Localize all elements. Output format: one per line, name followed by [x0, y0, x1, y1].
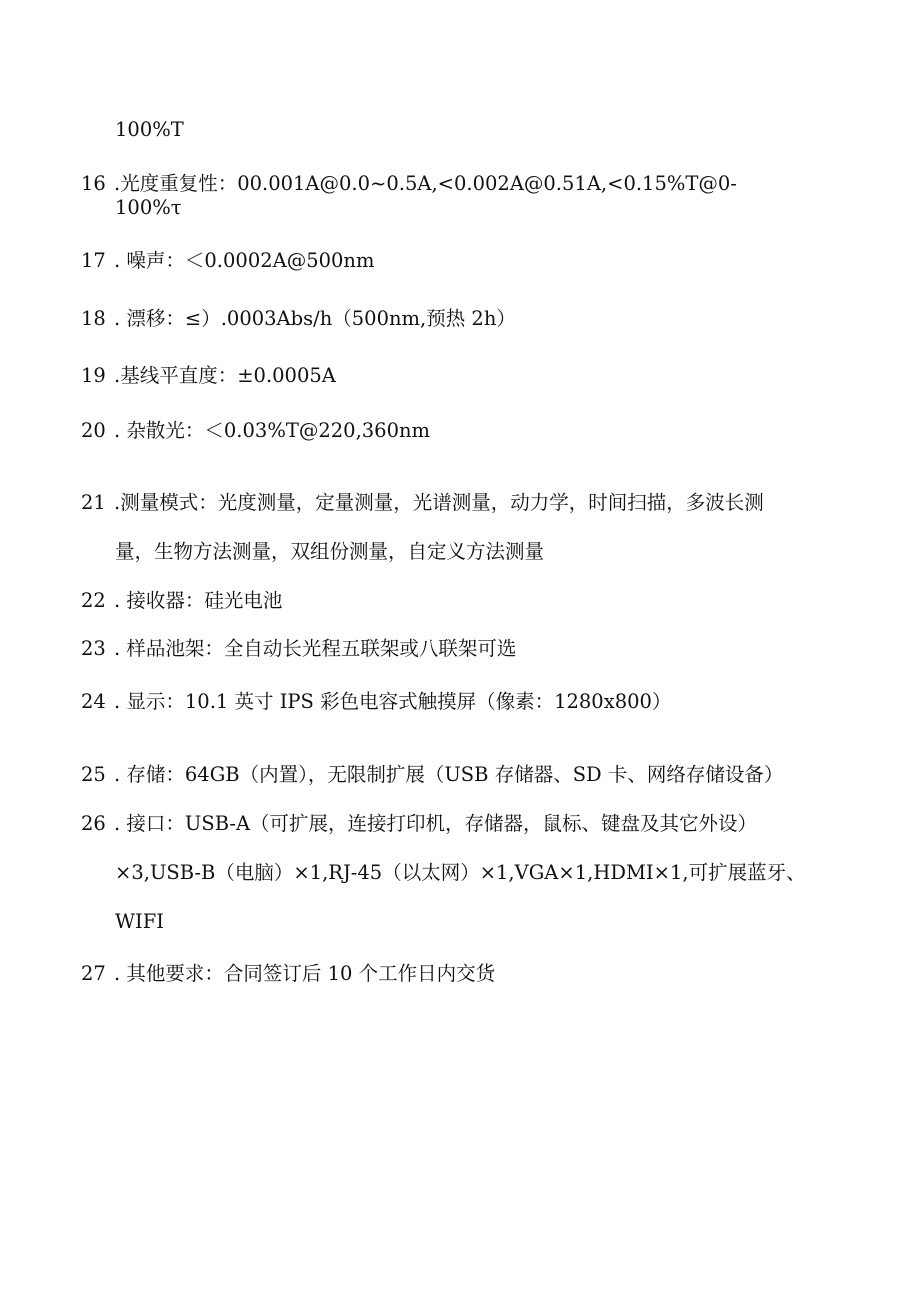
item-number: 19 — [81, 364, 106, 387]
item-text-line-1: . 接收器：硅光电池 — [114, 589, 283, 612]
item-text-line-1: . 杂散光：＜0.03%T@220,360nm — [114, 419, 431, 442]
item-text-line-1: . 漂移：≤）.0003Abs∕h（500nm,预热 2h） — [114, 307, 516, 330]
item-text-line-2: 量，生物方法测量，双组份测量，自定义方法测量 — [115, 540, 545, 563]
item-number: 23 — [81, 637, 106, 660]
item-text-line-1: . 噪声：＜0.0002A@500nm — [114, 249, 375, 272]
item-number: 22 — [81, 589, 106, 612]
item-number: 18 — [81, 307, 106, 330]
continuation-text: 100%T — [115, 118, 184, 141]
item-number: 25 — [81, 763, 106, 786]
item-number: 20 — [81, 419, 106, 442]
item-text-line-3: WIFI — [115, 910, 164, 933]
item-text-line-1: .基线平直度：±0.0005A — [114, 364, 336, 387]
item-text-line-2: 100%τ — [115, 196, 182, 219]
item-number: 21 — [81, 491, 106, 514]
item-text-line-1: . 显示：10.1 英寸 IPS 彩色电容式触摸屏（像素：1280x800） — [114, 690, 672, 713]
item-text-line-1: . 接口：USB-A（可扩展，连接打印机，存储器，鼠标、键盘及其它外设） — [114, 812, 758, 835]
item-text-line-1: .光度重复性：00.001A@0.0~0.5A,<0.002A@0.51A,<0.15%T@0- — [114, 172, 737, 195]
item-number: 27 — [81, 962, 106, 985]
item-number: 16 — [81, 172, 106, 195]
item-number: 24 — [81, 690, 106, 713]
item-text-line-1: . 其他要求：合同签订后 10 个工作日内交货 — [114, 962, 496, 985]
item-number: 26 — [81, 812, 106, 835]
item-text-line-2: ×3,USB-B（电脑）×1,RJ-45（以太网）×1,VGA×1,HDMI×1,可扩展蓝牙、 — [115, 861, 806, 884]
item-text-line-1: . 样品池架：全自动长光程五联架或八联架可选 — [114, 637, 517, 660]
item-text-line-1: . 存储：64GB（内置），无限制扩展（USB 存储器、SD 卡、网络存储设备） — [114, 763, 784, 786]
item-number: 17 — [81, 249, 106, 272]
item-text-line-1: .测量模式：光度测量，定量测量，光谱测量，动力学，时间扫描，多波长测 — [114, 491, 764, 514]
